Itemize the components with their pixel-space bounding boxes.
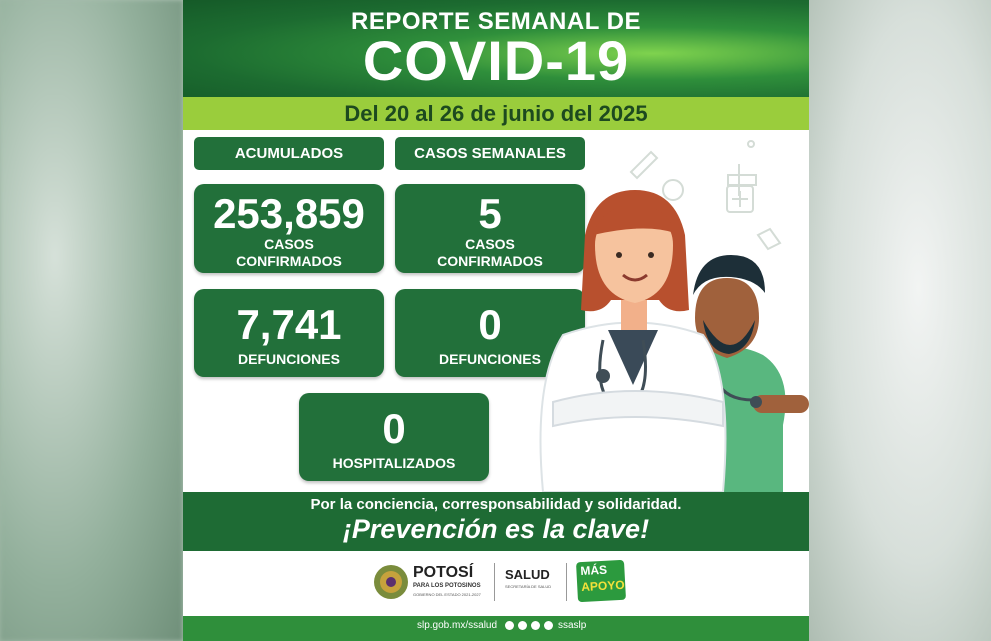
- youtube-icon[interactable]: [531, 621, 540, 630]
- weekly-cases-label1: CASOS: [465, 236, 515, 252]
- footer-url[interactable]: slp.gob.mx/ssalud: [417, 620, 498, 631]
- mas-logo-text: MÁS: [580, 562, 608, 579]
- header-banner: [183, 0, 809, 97]
- weekly-header: CASOS SEMANALES: [395, 137, 585, 170]
- accumulated-deaths-value: 7,741: [236, 301, 342, 348]
- header-subtitle: REPORTE SEMANAL DE: [351, 8, 641, 35]
- weekly-deaths-label: DEFUNCIONES: [439, 351, 541, 367]
- accumulated-cases-card: [194, 184, 384, 273]
- weekly-deaths-value: 0: [478, 301, 502, 348]
- potosi-logo-sub2: GOBIERNO DEL ESTADO 2021-2027: [413, 592, 481, 597]
- doctors-illustration-graphic: [523, 130, 809, 492]
- accumulated-cases-value: 253,859: [213, 190, 365, 237]
- covid-report-poster: [183, 0, 809, 641]
- mas-apoyo-logo: [576, 560, 626, 602]
- slogan-line2: ¡Prevención es la clave!: [342, 514, 650, 544]
- slogan-band: [183, 492, 809, 551]
- background-right: [809, 0, 991, 641]
- footer-handle[interactable]: ssaslp: [558, 620, 587, 631]
- logo-divider: [566, 563, 567, 601]
- logos-bar: [183, 551, 809, 616]
- potosi-logo-sub: PARA LOS POTOSINOS: [413, 583, 481, 589]
- background-left: [0, 0, 183, 641]
- slogan-line1: Por la conciencia, corresponsabilidad y solidaridad.: [310, 496, 682, 513]
- accumulated-cases-label1: CASOS: [264, 236, 314, 252]
- salud-logo-sub: SECRETARÍA DE SALUD: [505, 584, 552, 589]
- footer-bar: [183, 616, 809, 641]
- hospitalized-value: 0: [382, 405, 406, 452]
- date-range: Del 20 al 26 de junio del 2025: [183, 97, 809, 130]
- accumulated-deaths-card: [194, 289, 384, 377]
- potosi-logo-text: POTOSÍ: [413, 564, 474, 581]
- weekly-cases-label2: CONFIRMADOS: [437, 253, 543, 269]
- accumulated-cases-label2: CONFIRMADOS: [236, 253, 342, 269]
- hospitalized-card: [299, 393, 489, 481]
- doctors-illustration: [523, 130, 809, 492]
- salud-logo-text: SALUD: [505, 567, 550, 582]
- accumulated-deaths-label: DEFUNCIONES: [238, 351, 340, 367]
- facebook-icon[interactable]: [505, 621, 514, 630]
- accumulated-header: ACUMULADOS: [194, 137, 384, 170]
- hospitalized-label: HOSPITALIZADOS: [332, 455, 456, 471]
- potosi-emblem-icon: [372, 563, 410, 601]
- logo-divider: [494, 563, 495, 601]
- weekly-cases-value: 5: [478, 190, 502, 237]
- header-title: COVID-19: [362, 29, 630, 92]
- instagram-icon[interactable]: [544, 621, 553, 630]
- x-icon[interactable]: [518, 621, 527, 630]
- apoyo-logo-text: APOYO: [580, 577, 625, 595]
